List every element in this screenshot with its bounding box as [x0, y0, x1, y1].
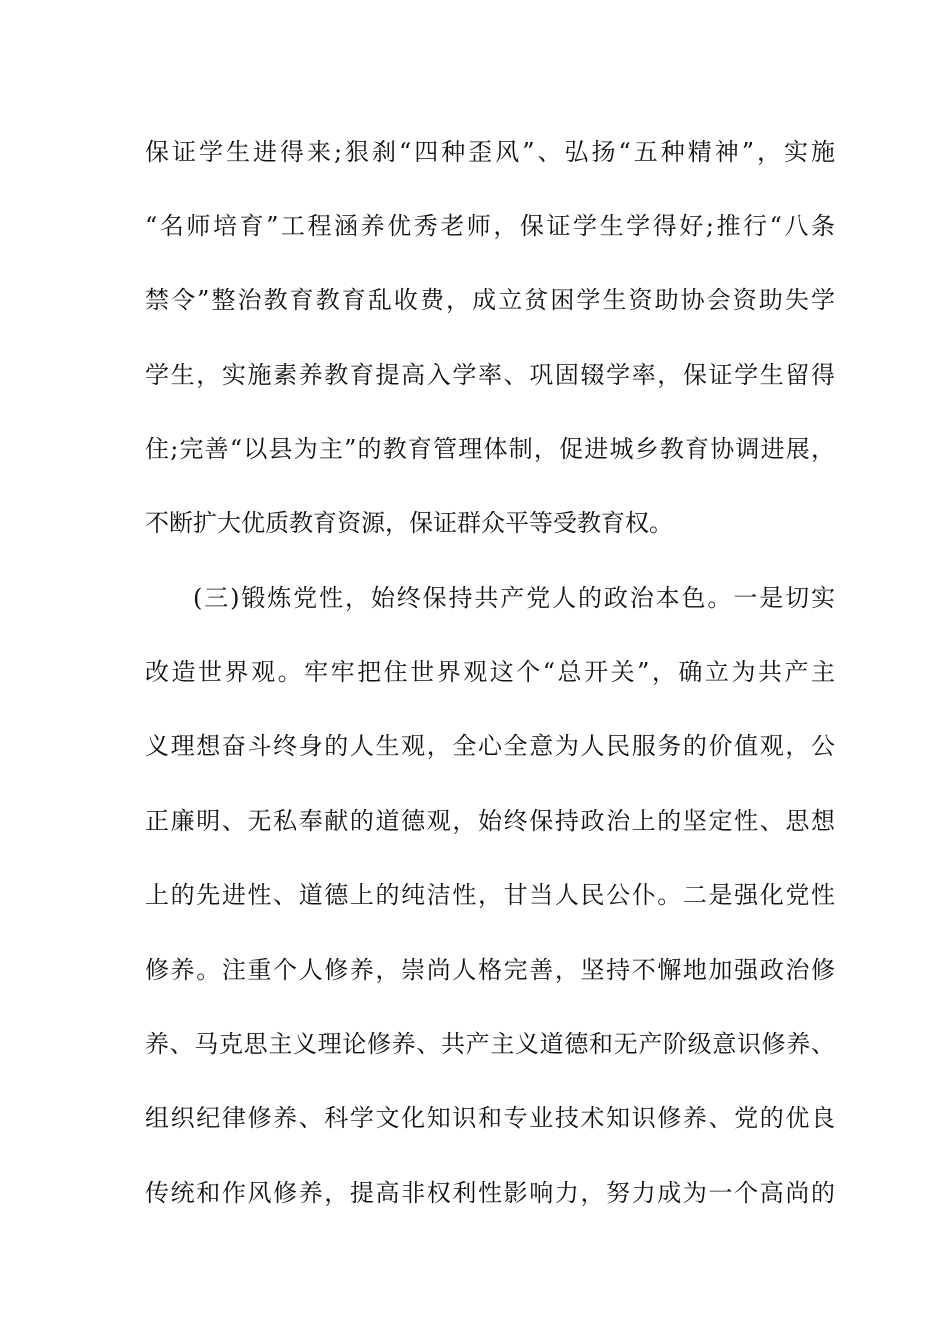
paragraph-line: 禁令”整治教育教育乱收费，成立贫困学生资助协会资助失学 — [145, 286, 835, 314]
paragraph-line: 保证学生进得来;狠刹“四种歪风”、弘扬“五种精神”，实施 — [145, 138, 835, 166]
paragraph-line: 组织纪律修养、科学文化知识和专业技术知识修养、党的优良 — [145, 1104, 835, 1132]
paragraph-line: 不断扩大优质教育资源，保证群众平等受教育权。 — [145, 509, 673, 537]
paragraph-line: 上的先进性、道德上的纯洁性，甘当人民公仆。二是强化党性 — [145, 881, 835, 909]
paragraph-line: 修养。注重个人修养，崇尚人格完善，坚持不懈地加强政治修 — [145, 956, 835, 984]
paragraph-line: 义理想奋斗终身的人生观，全心全意为人民服务的价值观，公 — [145, 732, 835, 760]
paragraph-line: 学生，实施素养教育提高入学率、巩固辍学率，保证学生留得 — [145, 361, 835, 389]
paragraph-line: “名师培育”工程涵养优秀老师，保证学生学得好;推行“八条 — [145, 212, 835, 240]
paragraph-line: 传统和作风修养，提高非权利性影响力，努力成为一个高尚的 — [145, 1179, 835, 1207]
paragraph-first-line: (三)锻炼党性，始终保持共产党人的政治本色。一是切实 — [193, 584, 835, 612]
paragraph-line: 改造世界观。牢牢把住世界观这个“总开关”，确立为共产主 — [145, 658, 835, 686]
paragraph-line: 正廉明、无私奉献的道德观，始终保持政治上的坚定性、思想 — [145, 807, 835, 835]
paragraph-line: 住;完善“以县为主”的教育管理体制，促进城乡教育协调进展， — [145, 435, 835, 463]
paragraph-line: 养、马克思主义理论修养、共产主义道德和无产阶级意识修养、 — [145, 1030, 835, 1058]
